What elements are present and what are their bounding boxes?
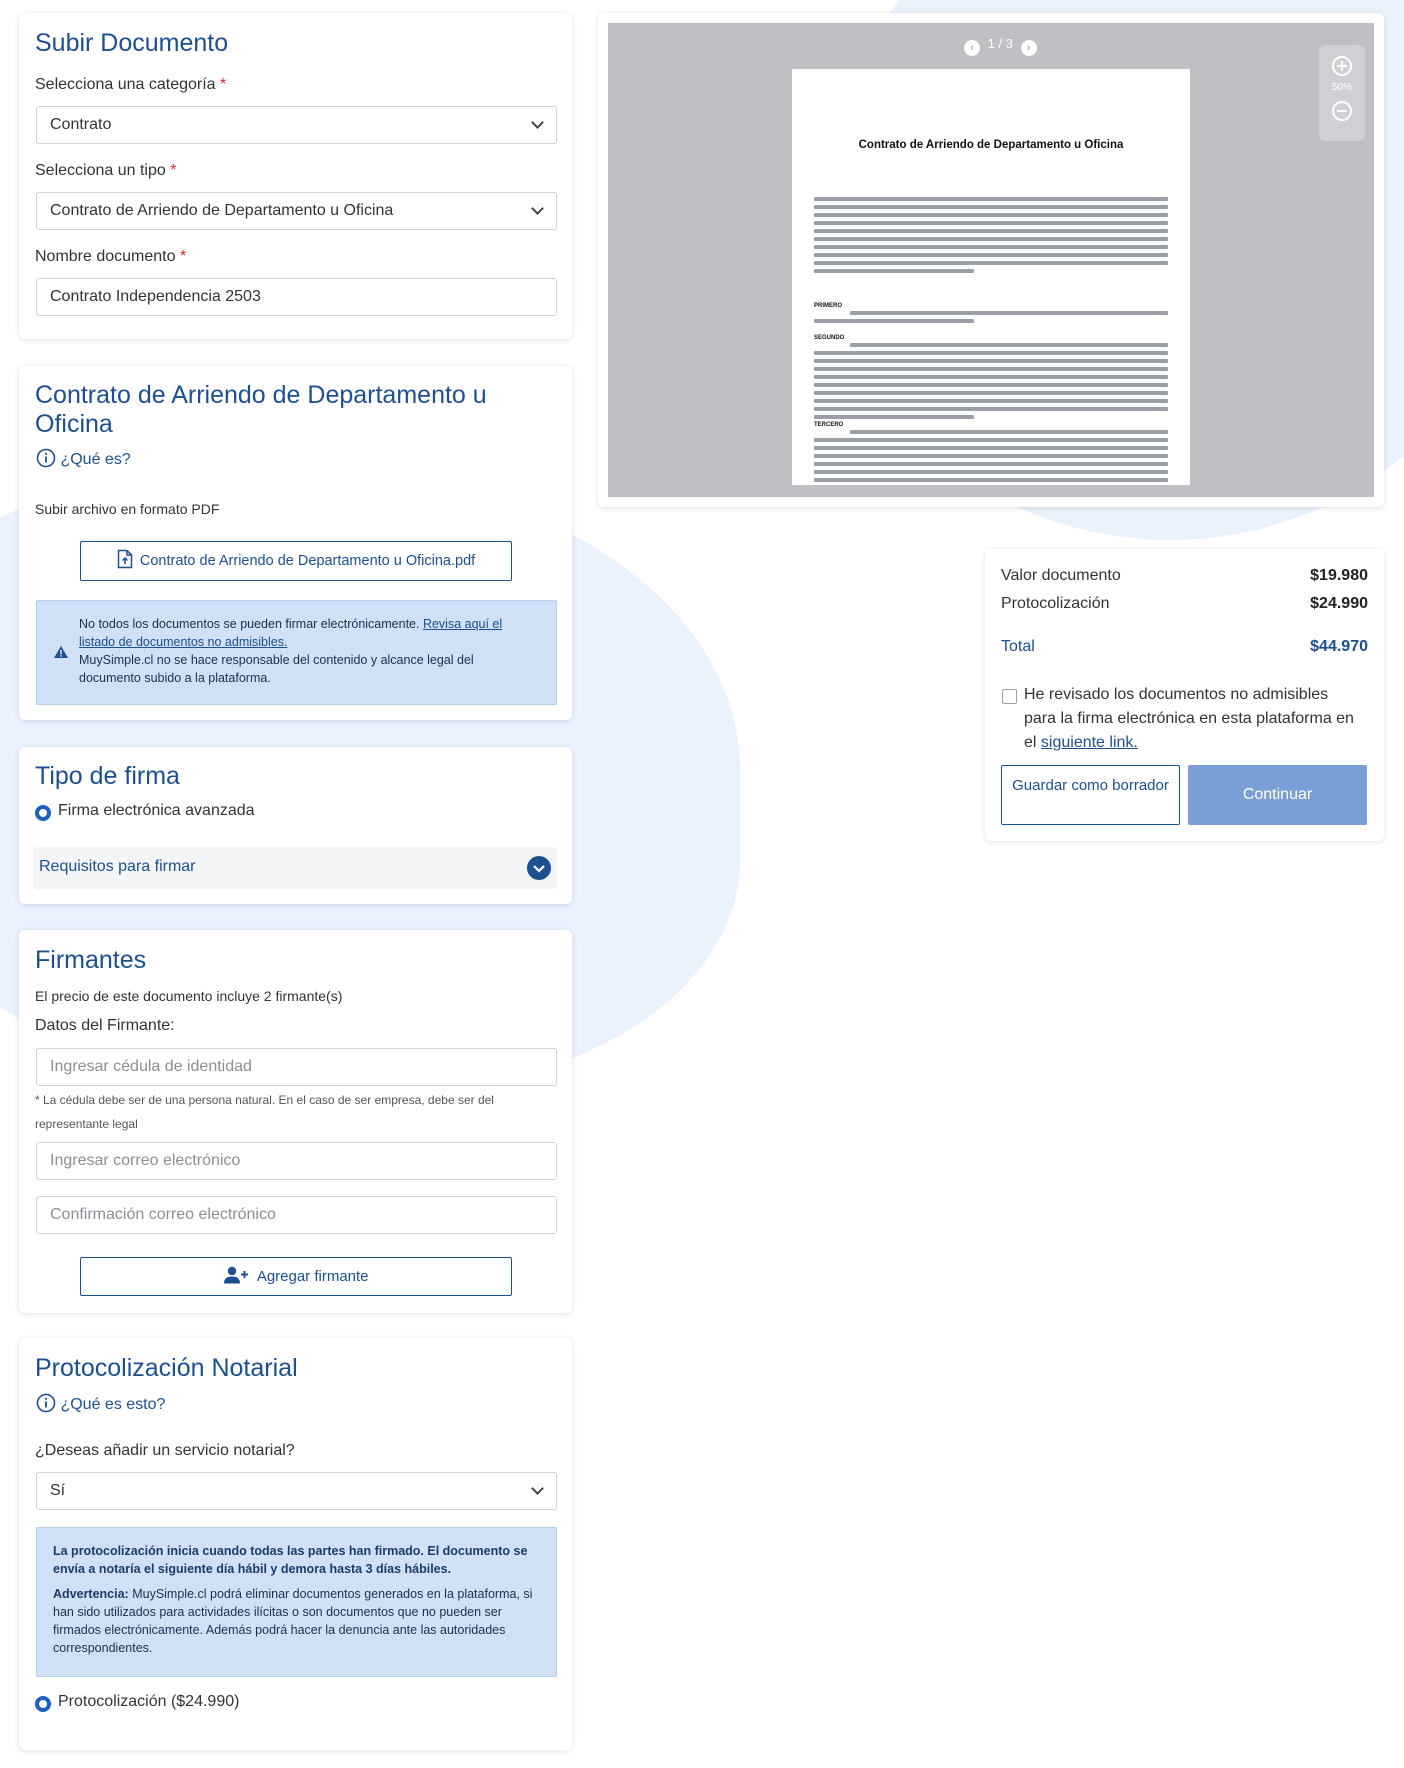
protocol-value: $24.990 <box>1310 595 1368 612</box>
continue-button[interactable] <box>1188 765 1367 825</box>
save-draft-label: Guardar como borrador <box>1012 777 1169 794</box>
category-label <box>35 76 226 94</box>
document-text-line <box>814 399 1168 403</box>
what-is-text: ¿Qué es? <box>60 451 131 468</box>
document-text-line <box>814 438 1168 442</box>
total-label: Total <box>1001 638 1035 655</box>
notice-text: No todos los documentos se pueden firmar electrónicamente. <box>79 617 423 631</box>
info-icon <box>36 1393 56 1413</box>
next-page-icon[interactable]: › <box>1021 40 1037 56</box>
category-label-text: Selecciona una categoría <box>35 76 216 93</box>
warning-icon <box>53 645 69 659</box>
add-signer-label: Agregar firmante <box>256 1268 369 1285</box>
required-mark: * <box>220 76 227 93</box>
document-name-input[interactable]: Contrato Independencia 2503 <box>36 278 557 316</box>
document-text-line <box>814 383 1168 387</box>
chevron-down-circle-icon <box>527 856 551 880</box>
document-text-line <box>814 229 1168 233</box>
document-text-line <box>814 245 1168 249</box>
signer-data-label: Datos del Firmante: <box>35 1017 175 1034</box>
previous-page-icon[interactable]: ‹ <box>964 40 980 56</box>
document-text-line <box>814 319 974 323</box>
signers-card <box>19 930 572 1313</box>
document-text-line <box>814 237 1168 241</box>
notary-warning <box>53 1585 540 1657</box>
protocol-label: Protocolización <box>1001 595 1110 612</box>
document-text-line <box>814 253 1168 257</box>
required-mark: * <box>179 248 187 265</box>
document-text-line <box>814 462 1168 466</box>
notice-box <box>36 600 557 705</box>
file-upload-button[interactable] <box>80 541 512 581</box>
document-text-line <box>814 391 1168 395</box>
document-value: $19.980 <box>1310 567 1368 584</box>
document-text-line <box>814 261 1168 265</box>
type-label-text: Selecciona un tipo <box>35 162 166 179</box>
preview-viewer <box>608 23 1374 497</box>
zoom-out-icon[interactable] <box>1331 100 1353 122</box>
notary-title: Protocolización Notarial <box>35 1354 298 1382</box>
zoom-in-icon[interactable] <box>1331 55 1353 77</box>
signature-radio[interactable] <box>35 805 51 821</box>
add-user-icon <box>223 1266 249 1284</box>
document-title: Contrato de Arriendo de Departamento u Oficina <box>35 381 487 438</box>
notary-select-value: Sí <box>50 1482 66 1499</box>
chevron-down-icon <box>531 116 544 129</box>
save-draft-button[interactable] <box>1001 765 1180 825</box>
chevron-down-icon <box>531 1482 544 1495</box>
signature-title: Tipo de firma <box>35 762 180 790</box>
pagination <box>964 35 1037 53</box>
type-value: Contrato de Arriendo de Departamento u Oficina <box>50 202 394 219</box>
zoom-controls <box>1319 45 1365 141</box>
id-number-note: * La cédula debe ser de una persona natural. En el caso de ser empresa, debe ser del representante legal <box>35 1093 494 1131</box>
document-text-line <box>814 375 1168 379</box>
document-text-line <box>814 269 974 273</box>
name-label <box>35 248 186 266</box>
category-select[interactable] <box>36 106 557 144</box>
page-indicator: 1 / 3 <box>987 36 1013 51</box>
upload-card <box>19 13 572 339</box>
notary-question: ¿Deseas añadir un servicio notarial? <box>35 1442 295 1459</box>
warning-text: MuySimple.cl podrá eliminar documentos generados en la plataforma, si han sido utilizados para actividades ilícitas o son documentos que no pueden ser firmados electrónicamente. Además podrá hacer la denuncia ante las autoridades correspondientes. <box>53 1587 533 1655</box>
terms-link[interactable]: siguiente link. <box>1040 734 1138 751</box>
email-input[interactable]: Ingresar correo electrónico <box>36 1142 557 1180</box>
zoom-level: 50% <box>1331 82 1352 93</box>
type-select[interactable] <box>36 192 557 230</box>
notary-info-text: La protocolización inicia cuando todas las partes han firmado. El documento se envía a notaría el siguiente día hábil y demora hasta 3 días hábiles. <box>53 1544 528 1576</box>
clause-primero: PRIMERO <box>814 303 843 309</box>
signature-card <box>19 747 572 904</box>
document-text-line <box>814 359 1168 363</box>
document-text-line <box>814 454 1168 458</box>
document-text-line <box>850 430 1168 434</box>
document-text-line <box>814 407 1168 411</box>
document-text-line <box>814 205 1168 209</box>
document-text-line <box>814 367 1168 371</box>
terms-checkbox[interactable] <box>1002 689 1017 704</box>
preview-card <box>598 13 1384 507</box>
disclaimer-text: MuySimple.cl no se hace responsable del contenido y alcance legal del documento subido a la plataforma. <box>79 653 474 685</box>
not-admissible-link[interactable]: Revisa aquí el listado de documentos no admisibles. <box>79 617 503 649</box>
document-value-label: Valor documento <box>1001 567 1121 584</box>
info-icon <box>36 448 56 468</box>
continue-label: Continuar <box>1242 786 1313 803</box>
clause-tercero: TERCERO <box>814 422 844 428</box>
protocol-radio[interactable] <box>35 1696 51 1712</box>
clause-segundo: SEGUNDO <box>814 335 845 341</box>
add-signer-button[interactable] <box>80 1257 512 1296</box>
notary-select[interactable] <box>36 1472 557 1510</box>
signature-option-label: Firma electrónica avanzada <box>58 802 255 819</box>
terms-text-body: He revisado los documentos no admisibles para la firma electrónica en esta plataforma en el <box>1024 686 1354 751</box>
document-text-line <box>850 343 1168 347</box>
signers-price-note: El precio de este documento incluye 2 firmante(s) <box>35 988 343 1004</box>
document-page <box>792 69 1190 485</box>
upload-title: Subir Documento <box>35 29 229 57</box>
notary-info-box <box>36 1527 557 1677</box>
required-mark: * <box>170 162 177 179</box>
category-value: Contrato <box>50 116 112 133</box>
id-number-input[interactable]: Ingresar cédula de identidad <box>36 1048 557 1086</box>
total-value: $44.970 <box>1310 638 1368 655</box>
file-upload-icon <box>117 549 133 569</box>
requirements-label: Requisitos para firmar <box>39 858 196 875</box>
terms-text <box>1024 683 1364 755</box>
document-text-line <box>814 221 1168 225</box>
type-label <box>35 162 176 180</box>
upload-pdf-label: Subir archivo en formato PDF <box>35 501 220 517</box>
summary-card <box>985 549 1384 841</box>
email-confirm-input[interactable]: Confirmación correo electrónico <box>36 1196 557 1234</box>
name-label-text: Nombre documento <box>35 248 176 265</box>
document-text-line <box>814 415 974 419</box>
warning-label: Advertencia: <box>53 1587 129 1601</box>
document-page-title: Contrato de Arriendo de Departamento u Oficina <box>858 139 1124 151</box>
what-is-this-text: ¿Qué es esto? <box>60 1396 166 1413</box>
what-is-this-link[interactable] <box>36 1393 165 1414</box>
document-text-line <box>814 478 1168 482</box>
document-text-line <box>814 213 1168 217</box>
signers-title: Firmantes <box>35 946 147 974</box>
document-text-line <box>814 470 1168 474</box>
protocol-option-label: Protocolización ($24.990) <box>58 1693 240 1710</box>
document-text-line <box>814 351 1168 355</box>
document-card <box>19 366 572 720</box>
requirements-accordion[interactable] <box>33 847 557 889</box>
notary-card <box>19 1338 572 1750</box>
document-text-line <box>814 197 1168 201</box>
chevron-down-icon <box>531 202 544 215</box>
document-text-line <box>814 446 1168 450</box>
what-is-link[interactable] <box>36 448 131 469</box>
file-name: Contrato de Arriendo de Departamento u Oficina.pdf <box>139 553 476 569</box>
document-text-line <box>850 311 1168 315</box>
